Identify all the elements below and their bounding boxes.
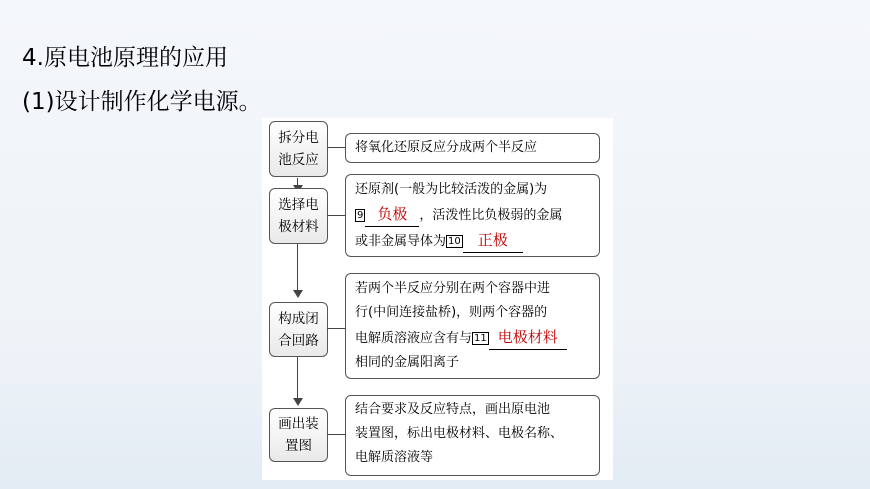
box-text: 将氧化还原反应分成两个半反应 [355,140,538,155]
connector-line [327,328,345,329]
flow-line [297,356,298,401]
step-label: 拆分电池反应 [278,130,319,168]
answer-blank: 电极材料 [489,325,567,350]
box-line: 装置图，标出电极材料、电极名称、 [355,426,564,441]
box-line: 相同的金属阳离子 [355,355,460,370]
section-heading: 4.原电池原理的应用 [22,45,228,71]
connector-line [327,147,345,148]
desc-box-2 [345,174,600,257]
answer-blank: 正极 [463,228,523,253]
step-form-circuit [269,302,328,357]
connector-line [327,215,345,216]
connector-line [327,434,345,435]
desc-box-4 [345,395,600,476]
step-label: 构成闭合回路 [278,310,319,349]
blank-number: 9 [357,210,364,221]
blank-number: 10 [448,236,461,247]
blank-number: 11 [474,333,487,344]
box-line [355,202,599,228]
step-label: 选择电极材料 [278,197,319,235]
box-line: 电解质溶液等 [355,450,434,465]
box-line: 行(中间连接盐桥)，则两个容器的 [355,305,548,320]
desc-box-1 [345,133,600,163]
arrow-down-icon [293,290,303,298]
box-line: 若两个半反应分别在两个容器中进 [355,281,551,296]
answer-blank: 负极 [365,202,419,227]
box-line [355,228,599,254]
arrow-down-icon [293,398,303,406]
desc-box-3 [345,273,600,379]
box-text: ，活泼性比负极弱的金属 [419,208,563,223]
box-line: 结合要求及反应特点，画出原电池 [355,402,551,417]
box-line: 还原剂(一般为比较活泼的金属)为 [355,182,548,197]
step-select-electrode [269,188,328,244]
step-label: 画出装置图 [278,416,319,454]
box-text: 或非金属导体为 [355,234,447,249]
box-line [355,325,599,351]
box-text: 电解质溶液应含有与 [355,331,473,346]
subsection-heading: (1)设计制作化学电源。 [22,89,262,115]
step-draw-diagram [269,408,328,462]
flow-line [297,243,298,293]
step-split-reaction [269,121,328,177]
flowchart [262,118,613,480]
